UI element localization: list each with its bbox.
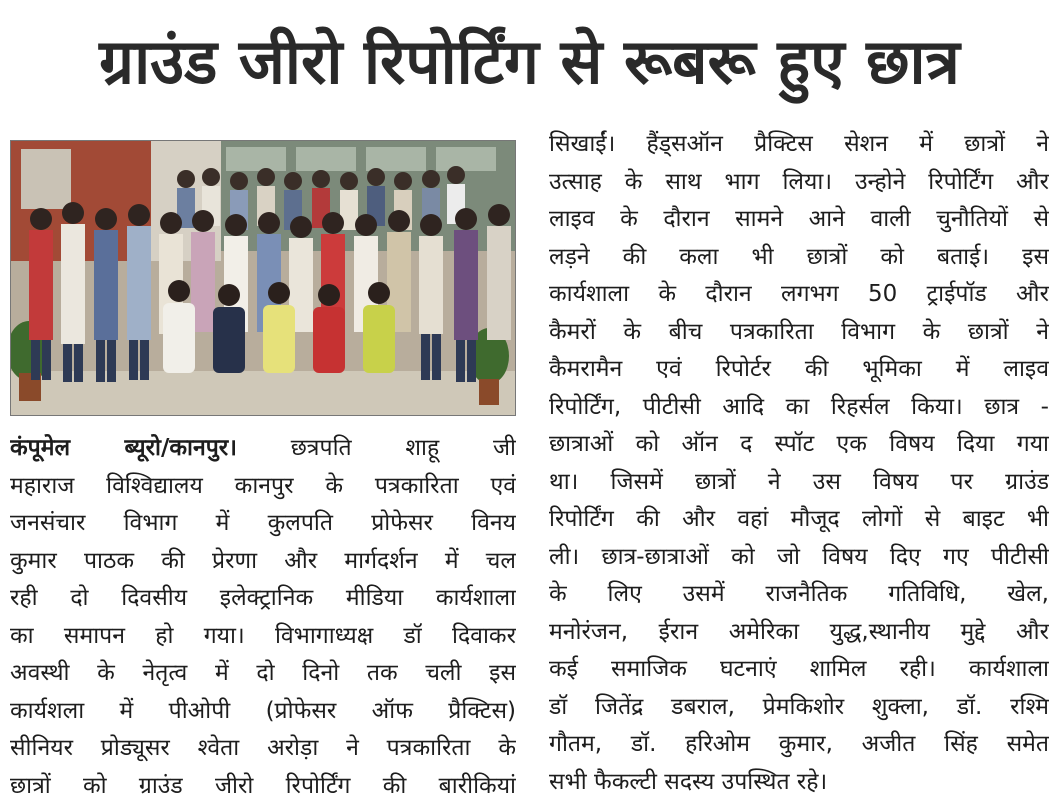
article-line: कैमरों के बीच पत्रकारिता विभाग के छात्रों ने: [549, 318, 1049, 345]
article-line: गौतम, डॉ. हरिओम कुमार, अजीत सिंह समेत: [549, 731, 1049, 757]
article-line: लाइव के दौरान सामने आने वाली चुनौतियों से: [549, 206, 1049, 232]
article-line: जनसंचार विभाग में कुलपति प्रोफेसर विनय: [10, 510, 516, 536]
article-line: कुमार पाठक की प्रेरणा और मार्गदर्शन में चल: [10, 547, 516, 574]
article-line: डॉ जितेंद्र डबराल, प्रेमकिशोर शुक्ला, डॉ. रश्मि: [549, 693, 1049, 720]
group-photo: [10, 140, 516, 416]
article-line: ली। छात्र-छात्राओं को जो विषय दिए गए पीटीसी: [549, 543, 1049, 570]
article-line: सीनियर प्रोड्यूसर श्वेता अरोड़ा ने पत्रकारिता के: [10, 735, 516, 761]
article-line: सभी फैकल्टी सदस्य उपस्थित रहे।: [549, 768, 828, 795]
article-line: सिखाईं। हैंड्सऑन प्रैक्टिस सेशन में छात्रों ने: [549, 131, 1049, 157]
article-line: कई समाजिक घटनाएं शामिल रही। कार्यशाला: [549, 656, 1049, 682]
left-column: [10, 430, 516, 805]
right-column: [549, 126, 1049, 801]
article-line: रिपोर्टिंग, पीटीसी आदि का रिहर्सल किया। छात्र -: [549, 393, 1049, 420]
dateline: कंपूमेल ब्यूरो/कानपुर।: [10, 435, 237, 461]
article-line: अवस्थी के नेतृत्व में दो दिनो तक चली इस: [10, 660, 516, 686]
article-line: था। जिसमें छात्रों ने उस विषय पर ग्राउंड: [549, 468, 1049, 495]
article-line: लड़ने की कला भी छात्रों को बताई। इस: [549, 243, 1049, 270]
article-line: मनोरंजन, ईरान अमेरिका युद्ध,स्थानीय मुद्दे और: [549, 618, 1049, 645]
article-line: का समापन हो गया। विभागाध्यक्ष डॉ दिवाकर: [10, 622, 516, 649]
group-photo-icon: [11, 141, 515, 415]
article-line: उत्साह के साथ भाग लिया। उन्होने रिपोर्टिंग और: [549, 168, 1049, 195]
article-line: महाराज विश्विद्यालय कानपुर के पत्रकारिता एवं: [10, 472, 516, 499]
article-line: कार्यशाला के दौरान लगभग 50 ट्राईपॉड और: [549, 281, 1049, 307]
article-line: रही दो दिवसीय इलेक्ट्रानिक मीडिया कार्यशाला: [10, 585, 516, 611]
article-line: कार्यशला में पीओपी (प्रोफेसर ऑफ प्रैक्टिस): [10, 697, 516, 724]
article-line: छात्राओं को ऑन द स्पॉट एक विषय दिया गया: [549, 431, 1049, 457]
headline: ग्राउंड जीरो रिपोर्टिंग से रूबरू हुए छात्र: [99, 25, 960, 98]
article-line: [10, 430, 516, 468]
article-line: के लिए उसमें राजनैतिक गतिविधि, खेल,: [549, 581, 1049, 607]
article-line: छात्रों को ग्राउंड जीरो रिपोर्टिंग की बारीकियां: [10, 772, 516, 799]
article-text: छत्रपति शाहू जी: [290, 435, 516, 461]
article-line: कैमरामैन एवं रिपोर्टर की भूमिका में लाइव: [549, 356, 1049, 382]
article-line: रिपोर्टिंग की और वहां मौजूद लोगों से बाइट भी: [549, 506, 1049, 532]
